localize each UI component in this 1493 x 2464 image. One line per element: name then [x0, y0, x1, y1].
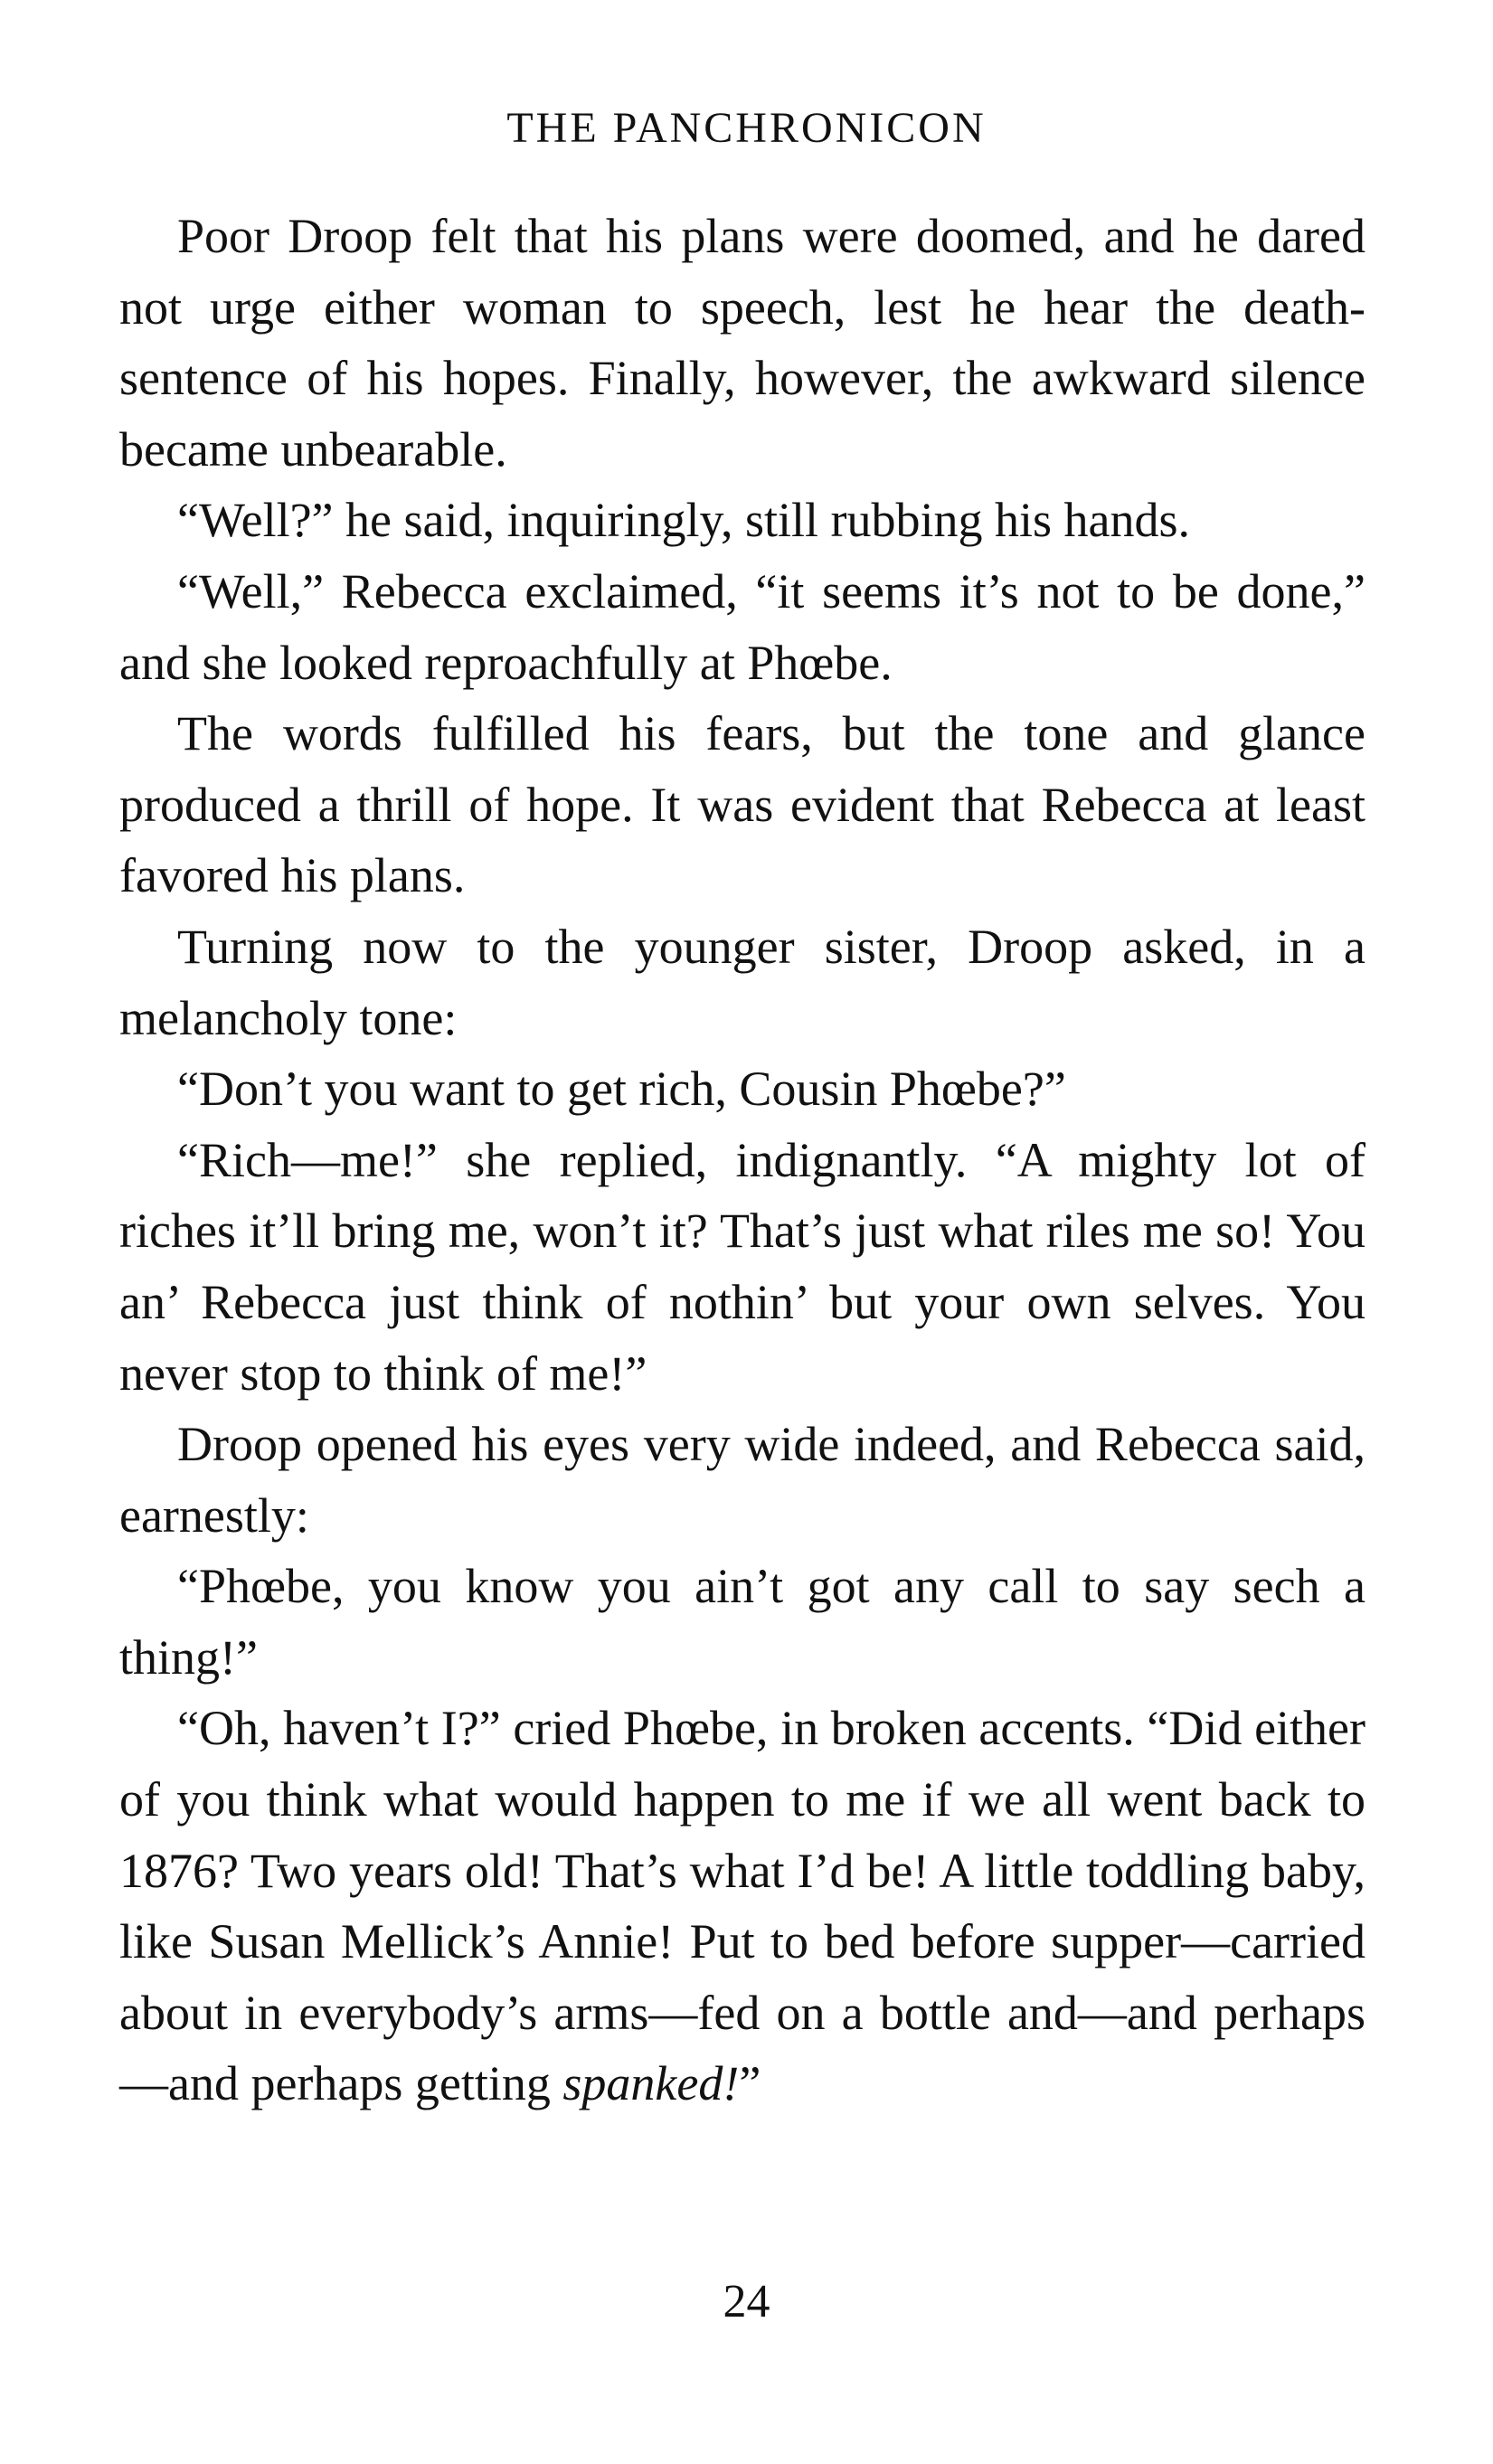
paragraph-3: “Well,” Rebecca exclaimed, “it seems it’s not to be done,” and she looked reproachfully at Phœbe.: [119, 563, 1365, 690]
paragraph-1: Poor Droop felt that his plans were doomed, and he dared not urge either woman to speech, lest he hear the death-sentence of his hopes. Finally, however, the awkward silence became unbearable.: [119, 209, 1365, 477]
paragraph-8: Droop opened his eyes very wide indeed, and Rebecca said, earnestly:: [119, 1417, 1365, 1543]
page-number: 24: [723, 2276, 770, 2327]
paragraph-5: Turning now to the younger sister, Droop asked, in a melancholy tone:: [119, 919, 1365, 1045]
paragraph-7: “Rich—me!” she replied, indignantly. “A mighty lot of riches it’ll bring me, won’t it? That’s just what riles me so! You an’ Rebecca just think of nothin’ but your own selves. You never stop to think of me!”: [119, 1132, 1365, 1401]
running-head: THE PANCHRONICON: [506, 104, 987, 152]
paragraph-10-text: “Oh, haven’t I?” cried Phœbe, in broken accents. “Did either of you think what would happen to me if we all went back to 1876? Two years old! That’s what I’d be! A little toddling baby, like Susan Mellick’s Annie! Put to bed before supper—carried about in everybody’s arms—fed on a bottle and—and perhaps—and perhaps getting: [119, 1701, 1365, 2111]
body-text: [119, 201, 1365, 2119]
paragraph-4: The words fulfilled his fears, but the tone and glance produced a thrill of hope. It was evident that Rebecca at least favored his plans.: [119, 706, 1365, 903]
closing-quote: ”: [739, 2056, 761, 2111]
paragraph-6: “Don’t you want to get rich, Cousin Phœbe?”: [177, 1062, 1066, 1117]
paragraph-9: “Phœbe, you know you ain’t got any call to say sech a thing!”: [119, 1559, 1365, 1685]
paragraph-10: [119, 1693, 1365, 2119]
emphasis-spanked: spanked!: [562, 2056, 740, 2111]
paragraph-2: “Well?” he said, inquiringly, still rubbing his hands.: [177, 493, 1190, 548]
